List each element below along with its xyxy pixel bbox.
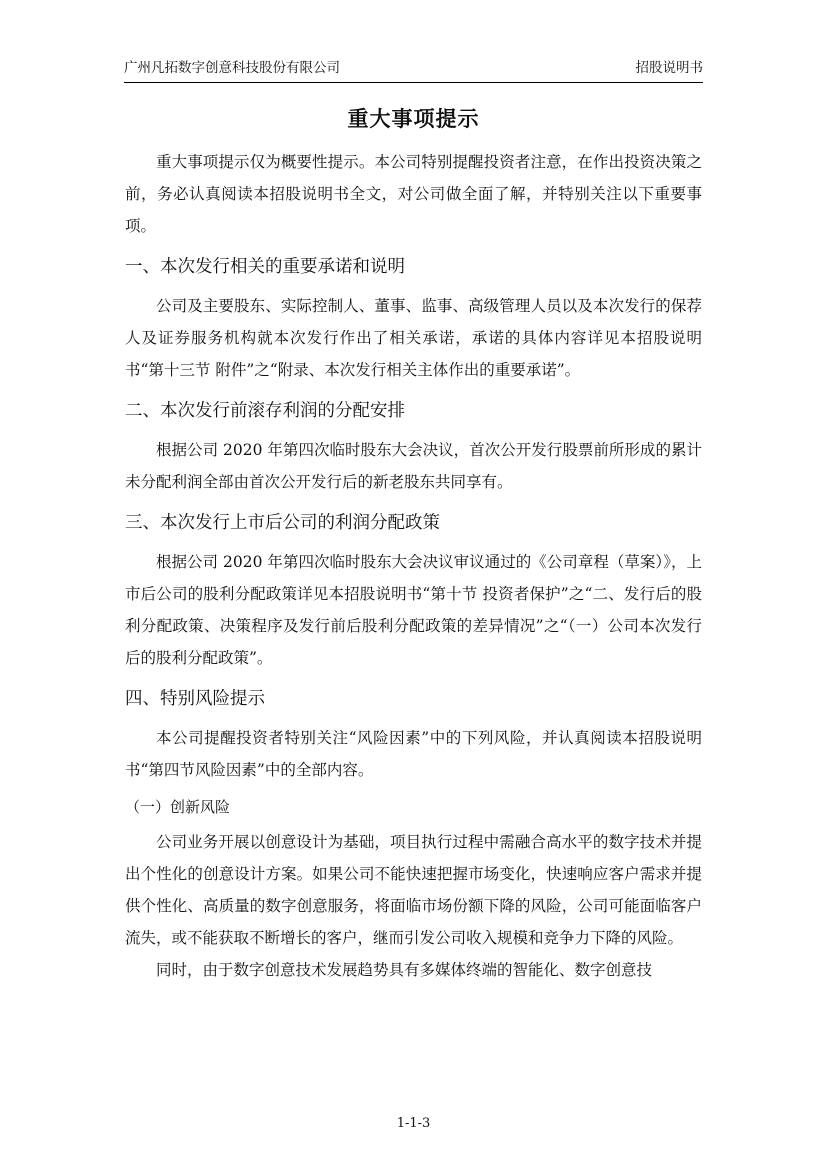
header-document-type: 招股说明书 <box>635 60 703 76</box>
page-title: 重大事项提示 <box>347 107 480 131</box>
section-2-paragraph: 根据公司 2020 年第四次临时股东大会决议，首次公开发行股票前所形成的累计未分配利润全部由首次公开发行后的新老股东共同享有。 <box>125 441 702 491</box>
intro-paragraph: 重大事项提示仅为概要性提示。本公司特别提醒投资者注意，在作出投资决策之前，务必认真阅读本招股说明书全文，对公司做全面了解，并特别关注以下重要事项。 <box>125 153 702 235</box>
header-company-name: 广州凡拓数字创意科技股份有限公司 <box>124 60 340 76</box>
section-1-paragraph: 公司及主要股东、实际控制人、董事、监事、高级管理人员以及本次发行的保荐人及证券服务机构就本次发行作出了相关承诺，承诺的具体内容详见本招股说明书“第十三节 附件”之“附录、本次发行相关主体作出的重要承诺”。 <box>125 297 702 379</box>
section-4-paragraph: 本公司提醒投资者特别关注“风险因素”中的下列风险，并认真阅读本招股说明书“第四节风险因素”中的全部内容。 <box>125 729 702 779</box>
subsection-innovation-risk-heading: （一）创新风险 <box>125 798 231 816</box>
page-header <box>124 58 703 83</box>
section-1-heading: 一、本次发行相关的重要承诺和说明 <box>125 257 405 277</box>
section-3-paragraph: 根据公司 2020 年第四次临时股东大会决议审议通过的《公司章程（草案）》，上市后公司的股利分配政策详见本招股说明书“第十节 投资者保护”之“二、发行后的股利分配政策、决策程序及发行前后股利分配政策的差异情况”之“（一）公司本次发行后的股利分配政策”。 <box>125 553 702 667</box>
page-number: 1-1-3 <box>396 1116 431 1131</box>
section-3-heading: 三、本次发行上市后公司的利润分配政策 <box>125 513 440 533</box>
subsection-innovation-risk-paragraph-1: 公司业务开展以创意设计为基础，项目执行过程中需融合高水平的数字技术并提出个性化的创意设计方案。如果公司不能快速把握市场变化，快速响应客户需求并提供个性化、高质量的数字创意服务，将面临市场份额下降的风险，公司可能面临客户流失，或不能获取不断增长的客户，继而引发公司收入规模和竞争力下降的风险。 <box>125 833 702 947</box>
section-4-heading: 四、特别风险提示 <box>125 689 265 709</box>
subsection-innovation-risk-paragraph-2: 同时，由于数字创意技术发展趋势具有多媒体终端的智能化、数字创意技 <box>156 961 653 979</box>
page-content <box>125 104 702 986</box>
section-2-heading: 二、本次发行前滚存利润的分配安排 <box>125 401 405 421</box>
